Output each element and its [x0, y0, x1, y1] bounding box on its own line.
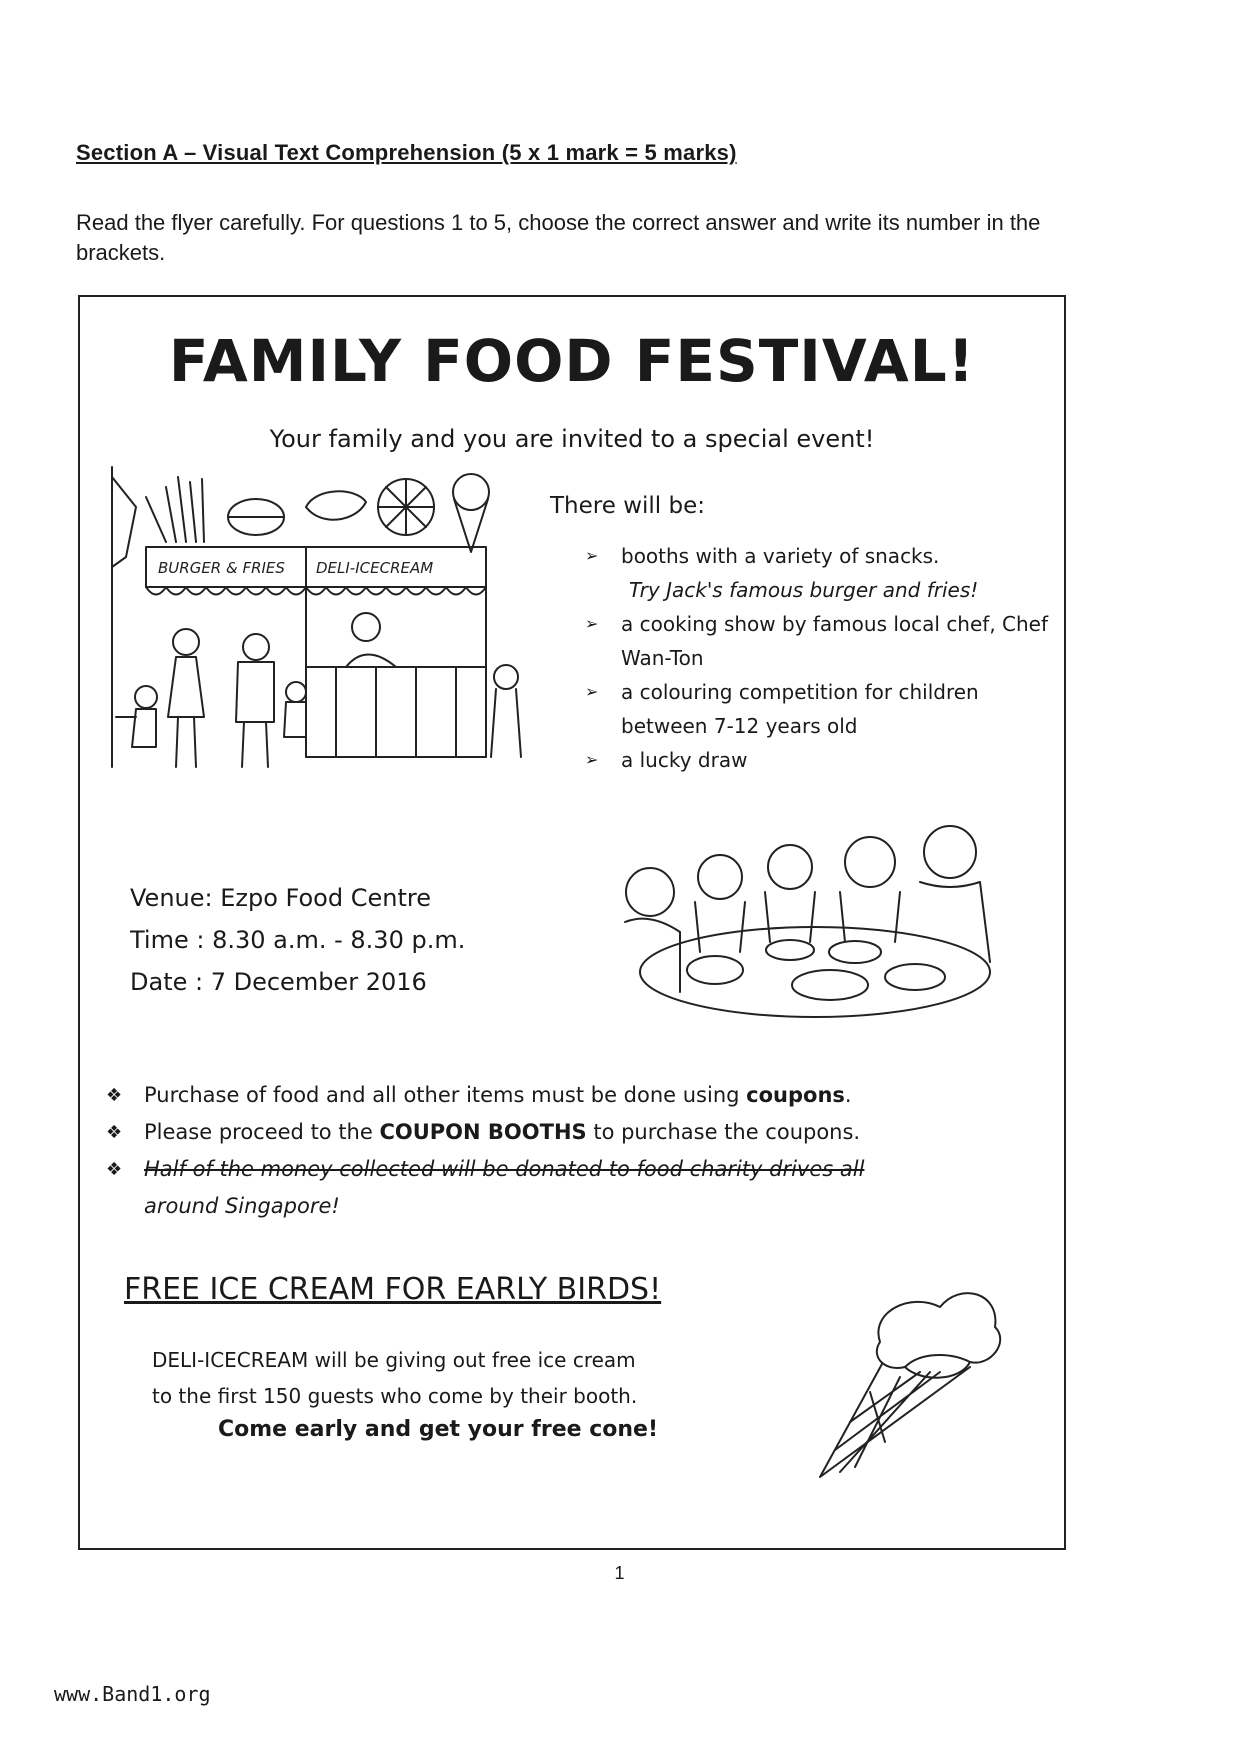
list-item: ➢ a colouring competition for children between 7-12 years old [585, 675, 1055, 743]
arrow-bullet-icon: ➢ [585, 546, 599, 565]
diamond-bullet-icon: ❖ [106, 1122, 123, 1143]
free-ice-cream-heading: FREE ICE CREAM FOR EARLY BIRDS! [124, 1272, 662, 1307]
coupon-notes [106, 1077, 1006, 1225]
struck-note: Half of the money collected will be donated to food charity drives all [144, 1157, 865, 1181]
arrow-bullet-icon: ➢ [585, 682, 599, 701]
booth-sign-icecream: DELI-ICECREAM [316, 559, 434, 577]
diamond-bullet-icon: ❖ [106, 1159, 123, 1180]
date: Date : 7 December 2016 [130, 968, 427, 996]
list-item: ➢ a cooking show by famous local chef, Chef Wan-Ton [585, 607, 1055, 675]
free-line-1: DELI-ICECREAM will be giving out free ice cream [152, 1348, 636, 1372]
page-number: 1 [614, 1563, 625, 1583]
arrow-bullet-icon: ➢ [585, 614, 599, 633]
list-item: ➢ a lucky draw [585, 743, 1055, 777]
there-will-be: There will be: [550, 493, 705, 519]
free-line-2: to the first 150 guests who come by their booth. [152, 1384, 638, 1408]
list-item: ❖ Purchase of food and all other items must be done using coupons. [106, 1077, 1006, 1114]
free-ice-cream-details [152, 1342, 637, 1414]
ice-cream-cone-icon [810, 1272, 1010, 1492]
instructions: Read the flyer carefully. For questions 1 to 5, choose the correct answer and write its number in the brackets. [76, 210, 1041, 265]
time: Time : 8.30 a.m. - 8.30 p.m. [130, 926, 466, 954]
venue: Venue: Ezpo Food Centre [130, 884, 431, 912]
family-meal-illustration [600, 822, 1020, 1042]
list-item: ❖ Please proceed to the COUPON BOOTHS to purchase the coupons. [106, 1114, 1006, 1151]
booth-sign-burger: BURGER & FRIES [158, 559, 285, 577]
diamond-bullet-icon: ❖ [106, 1085, 123, 1106]
flyer [78, 295, 1066, 1550]
flyer-title: FAMILY FOOD FESTIVAL! [168, 327, 976, 395]
free-ice-cream-cta: Come early and get your free cone! [218, 1417, 658, 1442]
footer-url: www.Band1.org [54, 1682, 211, 1706]
food-booth-illustration [106, 467, 526, 797]
list-item: ➢ booths with a variety of snacks. Try Jack's famous burger and fries! [585, 539, 1055, 607]
event-details [130, 877, 465, 1003]
struck-note-continued: around Singapore! [144, 1194, 340, 1218]
event-list [585, 539, 1055, 777]
arrow-bullet-icon: ➢ [585, 750, 599, 769]
flyer-subtitle: Your family and you are invited to a special event! [269, 425, 875, 453]
list-item-extra: Try Jack's famous burger and fries! [629, 578, 979, 602]
list-item [106, 1151, 1006, 1225]
section-title: Section A – Visual Text Comprehension (5 x 1 mark = 5 marks) [76, 140, 737, 165]
